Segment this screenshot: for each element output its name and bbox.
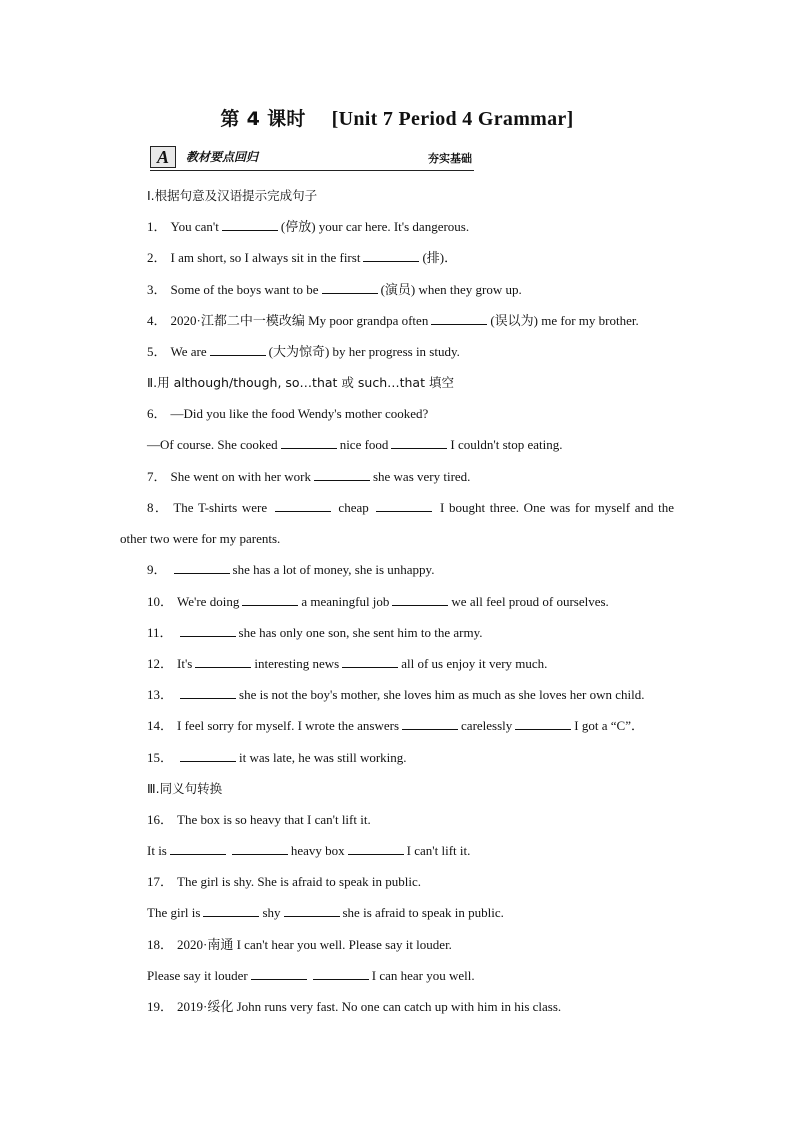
question-text: it was late, he was still working. — [239, 750, 407, 765]
question-2 — [147, 249, 457, 267]
question-9 — [147, 561, 434, 579]
question-text: I couldn't stop eating. — [450, 437, 563, 452]
question-text: The T-shirts were — [173, 500, 268, 515]
question-text: 2020·南通 I can't hear you well. Please say it louder. — [177, 937, 452, 952]
question-number: 1． — [147, 219, 167, 234]
question-text: We're doing — [177, 594, 240, 609]
question-text: a meaningful job — [301, 594, 390, 609]
answer-blank[interactable] — [174, 561, 230, 574]
question-text: she has a lot of money, she is unhappy. — [232, 562, 435, 577]
question-18-rewrite — [147, 967, 475, 985]
answer-blank[interactable] — [180, 686, 236, 699]
question-12 — [147, 655, 547, 673]
question-text: all of us enjoy it very much. — [401, 656, 548, 671]
question-text: 2019·绥化 John runs very fast. No one can catch up with him in his class. — [177, 999, 562, 1014]
question-text: she is afraid to speak in public. — [342, 905, 504, 920]
question-text: We are — [170, 344, 207, 359]
question-number: 3． — [147, 282, 167, 297]
answer-blank[interactable] — [348, 842, 404, 855]
question-3 — [147, 281, 522, 299]
answer-blank[interactable] — [363, 249, 419, 262]
question-16-rewrite — [147, 842, 470, 860]
question-number: 12． — [147, 656, 174, 671]
question-15 — [147, 749, 407, 767]
lesson-label: 第 4 课时 — [220, 108, 306, 130]
answer-blank[interactable] — [180, 624, 236, 637]
question-text: shy — [262, 905, 281, 920]
question-text: (排)． — [422, 250, 458, 265]
question-text: Some of the boys want to be — [170, 282, 319, 297]
question-text: she is not the boy's mother, she loves him as much as she loves her own child. — [239, 687, 645, 702]
answer-blank[interactable] — [402, 717, 458, 730]
question-number: 5． — [147, 344, 167, 359]
answer-blank[interactable] — [431, 312, 487, 325]
question-number: 6． — [147, 406, 167, 421]
question-number: 11． — [147, 625, 173, 640]
question-number: 17． — [147, 874, 174, 889]
answer-blank[interactable] — [322, 281, 378, 294]
banner-badge-icon: A — [150, 146, 176, 168]
question-text: I got a “C”． — [574, 718, 644, 733]
answer-blank[interactable] — [195, 655, 251, 668]
answer-blank[interactable] — [203, 904, 259, 917]
question-text: She went on with her work — [170, 469, 311, 484]
answer-blank[interactable] — [232, 842, 288, 855]
question-number: 13． — [147, 687, 174, 702]
question-text: carelessly — [461, 718, 513, 733]
question-text: she has only one son, she sent him to the army. — [238, 625, 483, 640]
answer-blank[interactable] — [314, 468, 370, 481]
answer-blank[interactable] — [180, 749, 236, 762]
question-number: 18． — [147, 937, 174, 952]
question-4 — [147, 312, 639, 330]
question-text: we all feel proud of ourselves. — [451, 594, 609, 609]
question-6 — [147, 405, 428, 423]
question-number: 16． — [147, 812, 174, 827]
question-number: 19． — [147, 999, 174, 1014]
question-11 — [147, 624, 482, 642]
section-heading-1: Ⅰ.根据句意及汉语提示完成句子 — [147, 188, 318, 203]
section-heading-2: Ⅱ.用 although/though, so…that 或 such…that 填空 — [147, 375, 454, 390]
question-8-continued — [120, 530, 280, 548]
question-19 — [147, 998, 561, 1016]
question-8 — [147, 499, 674, 517]
question-text: I can hear you well. — [371, 968, 475, 983]
section-heading-3: Ⅲ.同义句转换 — [147, 781, 223, 796]
question-text: 2020·江都二中一模改编 My poor grandpa often — [170, 313, 429, 328]
question-17-rewrite — [147, 904, 504, 922]
question-number: 10． — [147, 594, 174, 609]
question-10 — [147, 593, 609, 611]
question-16 — [147, 811, 371, 829]
question-text: (误以为) me for my brother. — [490, 313, 639, 328]
answer-blank[interactable] — [515, 717, 571, 730]
answer-blank[interactable] — [391, 436, 447, 449]
answer-blank[interactable] — [313, 967, 369, 980]
question-text: The box is so heavy that I can't lift it. — [177, 812, 371, 827]
question-text: It's — [177, 656, 193, 671]
question-text: nice food — [339, 437, 389, 452]
banner-title: 教材要点回归 — [186, 150, 259, 164]
question-text: I feel sorry for myself. I wrote the answers — [177, 718, 400, 733]
question-text: The girl is — [147, 905, 201, 920]
question-text: (大为惊奇) by her progress in study. — [268, 344, 460, 359]
question-text: (演员) when they grow up. — [380, 282, 522, 297]
question-text: —Did you like the food Wendy's mother cooked? — [170, 406, 429, 421]
answer-blank[interactable] — [342, 655, 398, 668]
unit-label: [Unit 7 Period 4 Grammar] — [331, 108, 574, 130]
question-number: 4． — [147, 313, 167, 328]
question-18 — [147, 936, 452, 954]
question-text: other two were for my parents. — [120, 531, 281, 546]
answer-blank[interactable] — [284, 904, 340, 917]
question-text: (停放) your car here. It's dangerous. — [280, 219, 470, 234]
question-1 — [147, 218, 469, 236]
question-number: 14． — [147, 718, 174, 733]
answer-blank[interactable] — [281, 436, 337, 449]
question-text: she was very tired. — [372, 469, 471, 484]
question-14 — [147, 717, 644, 735]
question-text: I am short, so I always sit in the first — [170, 250, 361, 265]
question-17 — [147, 873, 421, 891]
question-text: cheap — [338, 500, 369, 515]
banner-subtitle: 夯实基础 — [428, 152, 472, 165]
answer-blank[interactable] — [210, 343, 266, 356]
question-text: It is — [147, 843, 167, 858]
question-text: —Of course. She cooked — [147, 437, 278, 452]
question-text: I can't lift it. — [406, 843, 471, 858]
question-text: Please say it louder — [147, 968, 248, 983]
question-5 — [147, 343, 460, 361]
question-text: You can't — [170, 219, 219, 234]
answer-blank[interactable] — [170, 842, 226, 855]
question-number: 9． — [147, 562, 167, 577]
question-7 — [147, 468, 470, 486]
answer-blank[interactable] — [242, 593, 298, 606]
page-title — [0, 104, 794, 131]
answer-blank[interactable] — [251, 967, 307, 980]
answer-blank[interactable] — [376, 499, 432, 512]
answer-blank[interactable] — [392, 593, 448, 606]
question-text: heavy box — [290, 843, 345, 858]
question-text: interesting news — [254, 656, 340, 671]
question-13 — [147, 686, 645, 704]
question-text: I bought three. One was for myself and the — [440, 500, 675, 515]
question-number: 2． — [147, 250, 167, 265]
question-number: 15． — [147, 750, 174, 765]
question-text: The girl is shy. She is afraid to speak in public. — [177, 874, 421, 889]
question-6-reply — [147, 436, 563, 454]
question-number: 7． — [147, 469, 167, 484]
question-number: 8． — [147, 500, 170, 515]
answer-blank[interactable] — [275, 499, 331, 512]
answer-blank[interactable] — [222, 218, 278, 231]
section-banner — [150, 146, 474, 171]
